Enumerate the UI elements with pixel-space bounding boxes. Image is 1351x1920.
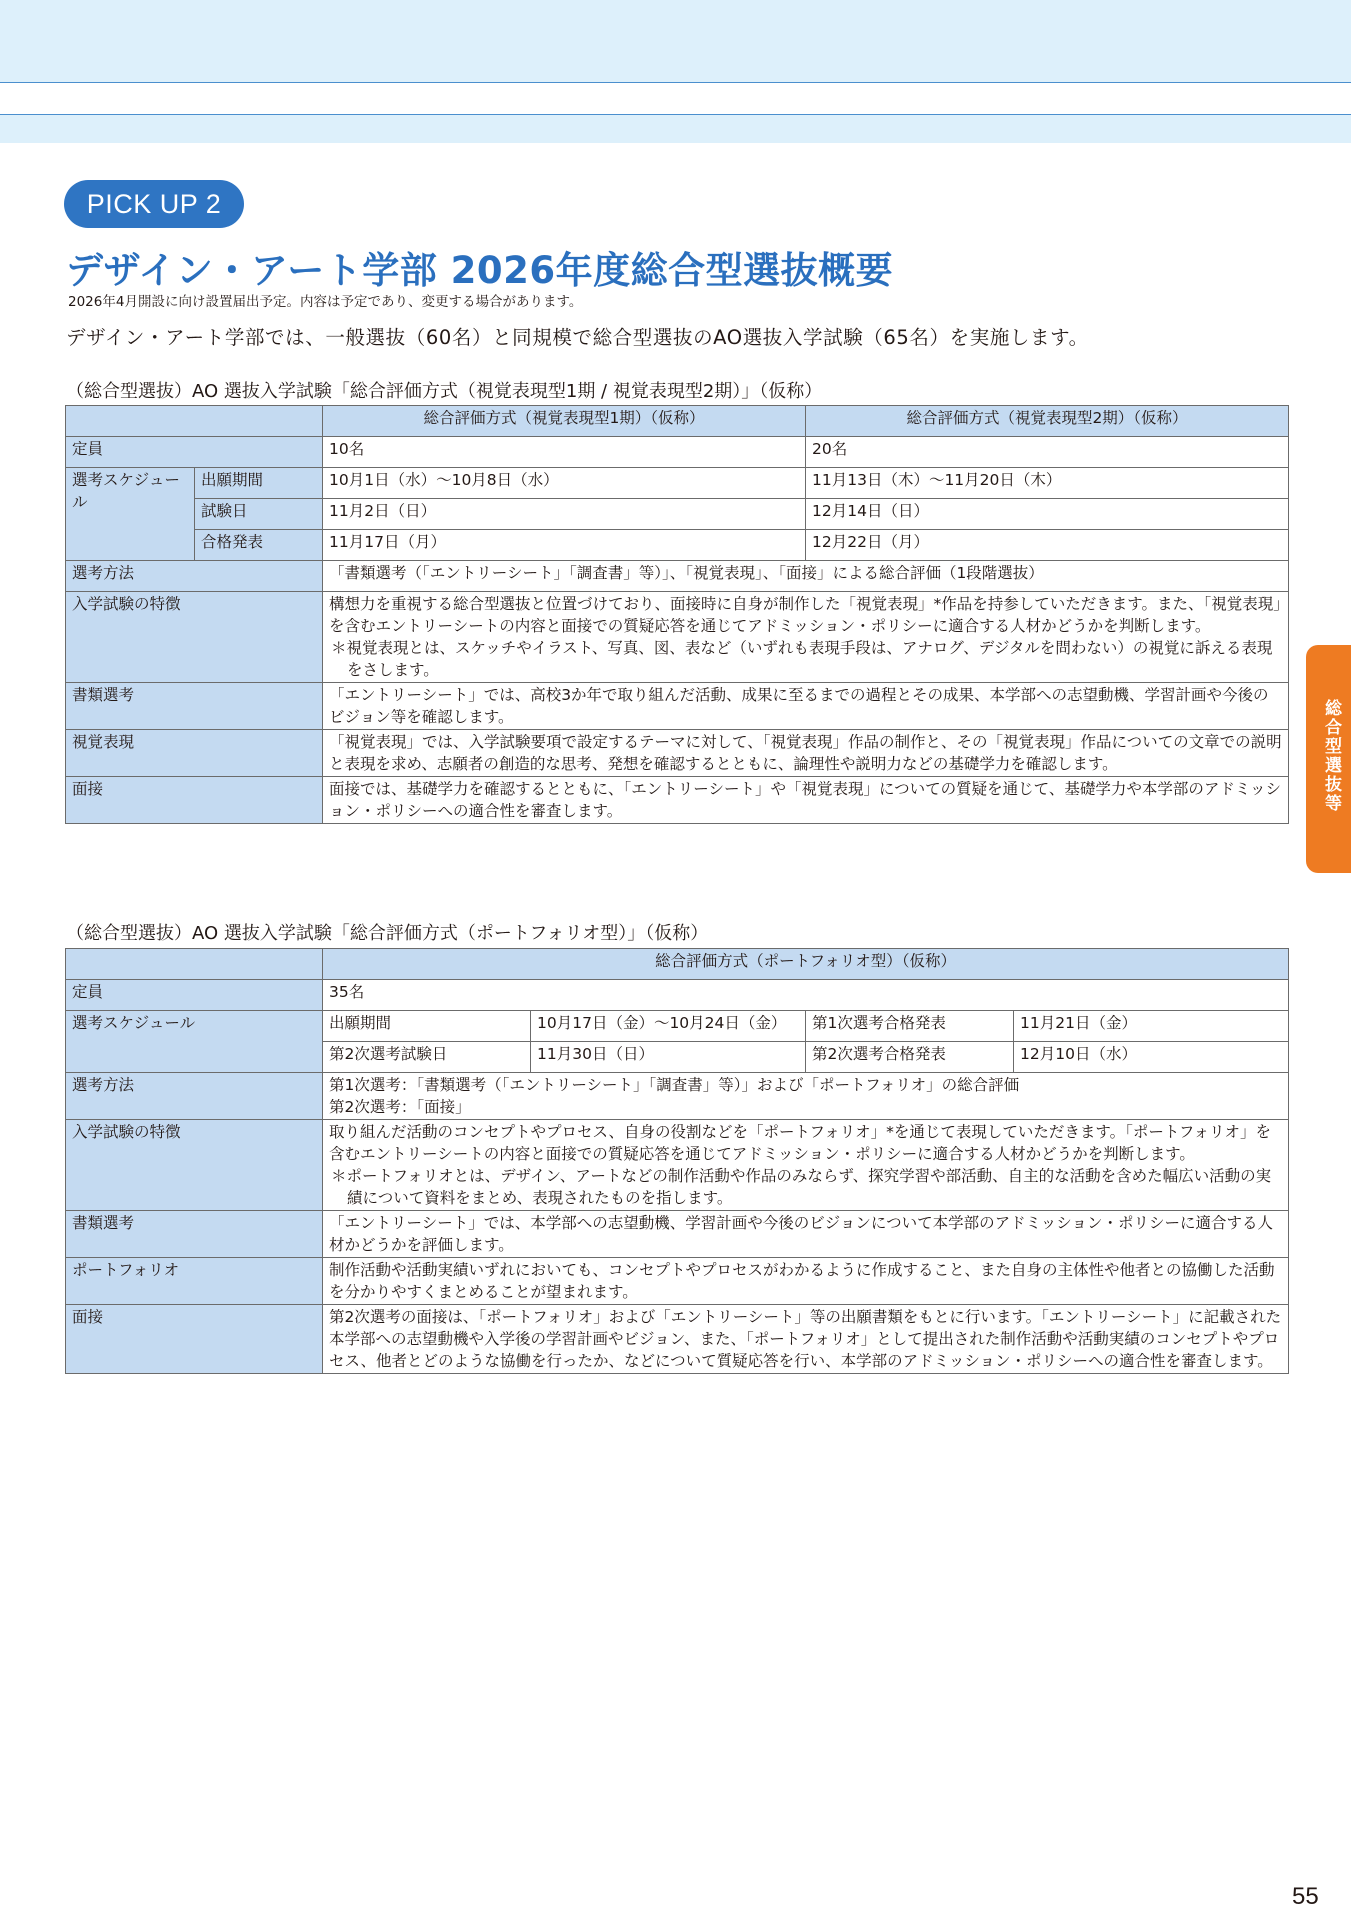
page-number: 55 xyxy=(1292,1883,1319,1910)
table-row xyxy=(66,949,1289,980)
method-second: 第2次選考：「面接」 xyxy=(329,1098,471,1116)
method-cell xyxy=(323,1073,1289,1120)
table-row xyxy=(66,406,1289,437)
row-label-schedule: 選考スケジュール xyxy=(66,1011,323,1073)
visual-expression-table xyxy=(65,405,1289,824)
row-label-interview: 面接 xyxy=(66,777,323,824)
col-header-term1: 総合評価方式（視覚表現型1期）（仮称） xyxy=(323,406,806,437)
sub-label-exam: 試験日 xyxy=(195,499,323,530)
capacity-term2: 20名 xyxy=(806,437,1289,468)
portfolio-text: 制作活動や活動実績いずれにおいても、コンセプトやプロセスがわかるように作成すること、また自身の主体性や他者との協働した活動を分かりやすくまとめることが望まれます。 xyxy=(323,1258,1289,1305)
title-note: 2026年4月開設に向け設置届出予定。内容は予定であり、変更する場合があります。 xyxy=(68,294,583,310)
table-row xyxy=(66,683,1289,730)
col-header-term2: 総合評価方式（視覚表現型2期）（仮称） xyxy=(806,406,1289,437)
method-first: 第1次選考：「書類選考（「エントリーシート」「調査書」等）」および「ポートフォリオ」の総合評価 xyxy=(329,1076,1020,1094)
table-row xyxy=(66,499,1289,530)
portfolio-table xyxy=(65,948,1289,1374)
table-row xyxy=(66,777,1289,824)
row-label-schedule: 選考スケジュール xyxy=(66,468,195,561)
row-label-visual: 視覚表現 xyxy=(66,730,323,777)
sub-label-apply: 出願期間 xyxy=(323,1011,531,1042)
feature-cell xyxy=(323,1120,1289,1211)
table-row xyxy=(66,468,1289,499)
second-exam-value: 11月30日（日） xyxy=(531,1042,806,1073)
sub-label-second-exam: 第2次選考試験日 xyxy=(323,1042,531,1073)
row-label-docs: 書類選考 xyxy=(66,683,323,730)
sub-label-second-result: 第2次選考合格発表 xyxy=(806,1042,1014,1073)
pick-up-badge: PICK UP 2 xyxy=(64,180,244,228)
sub-label-result: 合格発表 xyxy=(195,530,323,561)
apply-term1: 10月1日（水）〜10月8日（水） xyxy=(323,468,806,499)
header-blank-cell xyxy=(66,406,323,437)
row-label-interview: 面接 xyxy=(66,1305,323,1374)
sub-label-first-result: 第1次選考合格発表 xyxy=(806,1011,1014,1042)
capacity-value: 35名 xyxy=(323,980,1289,1011)
table-row xyxy=(66,561,1289,592)
side-index-tab xyxy=(1306,645,1351,873)
table-row xyxy=(66,1120,1289,1211)
row-label-portfolio: ポートフォリオ xyxy=(66,1258,323,1305)
interview-text: 第2次選考の面接は、「ポートフォリオ」および「エントリーシート」等の出願書類をもとに行います。「エントリーシート」に記載された本学部への志望動機や入学後の学習計画やビジョン、また、「ポートフォリオ」として提出された制作活動や活動実績のコンセプトやプロセス、他者とどのような協働を行ったか、などについて質疑応答を行い、本学部のアドミッション・ポリシーへの適合性を審査します。 xyxy=(323,1305,1289,1374)
row-label-capacity: 定員 xyxy=(66,437,323,468)
table-row xyxy=(66,1211,1289,1258)
exam-term1: 11月2日（日） xyxy=(323,499,806,530)
row-label-method: 選考方法 xyxy=(66,1073,323,1120)
table-row xyxy=(66,1305,1289,1374)
table-row xyxy=(66,730,1289,777)
feature-text: 取り組んだ活動のコンセプトやプロセス、自身の役割などを「ポートフォリオ」*を通じて表現していただきます。「ポートフォリオ」を含むエントリーシートの内容と面接での質疑応答を通じてアドミッション・ポリシーに適合する人材かどうかを判断します。 xyxy=(329,1123,1271,1163)
lead-text: デザイン・アート学部では、一般選抜（60名）と同規模で総合型選抜のAO選抜入学試験（65名）を実施します。 xyxy=(66,326,1089,349)
exam-term2: 12月14日（日） xyxy=(806,499,1289,530)
table2-caption: （総合型選抜）AO 選抜入学試験「総合評価方式（ポートフォリオ型）」（仮称） xyxy=(66,923,709,944)
row-label-capacity: 定員 xyxy=(66,980,323,1011)
row-label-method: 選考方法 xyxy=(66,561,323,592)
table-row xyxy=(66,980,1289,1011)
header-band xyxy=(0,0,1351,83)
feature-footnote: ＊視覚表現とは、スケッチやイラスト、写真、図、表など（いずれも表現手段は、アナログ、デジタルを問わない）の視覚に訴える表現をさします。 xyxy=(331,639,1273,679)
table-row xyxy=(66,530,1289,561)
header-sub-band xyxy=(0,114,1351,143)
result-term1: 11月17日（月） xyxy=(323,530,806,561)
feature-text: 構想力を重視する総合型選抜と位置づけており、面接時に自身が制作した「視覚表現」*作品を持参していただきます。また、「視覚表現」を含むエントリーシートの内容と面接での質疑応答を通じてアドミッション・ポリシーに適合する人材かどうかを判断します。 xyxy=(329,595,1282,635)
row-label-feature: 入学試験の特徴 xyxy=(66,1120,323,1211)
col-header-portfolio: 総合評価方式（ポートフォリオ型）（仮称） xyxy=(323,949,1289,980)
table-row xyxy=(66,1011,1289,1042)
docs-text: 「エントリーシート」では、高校3か年で取り組んだ活動、成果に至るまでの過程とその成果、本学部への志望動機、学習計画や今後のビジョン等を確認します。 xyxy=(323,683,1289,730)
first-result-value: 11月21日（金） xyxy=(1014,1011,1289,1042)
second-result-value: 12月10日（水） xyxy=(1014,1042,1289,1073)
table-row xyxy=(66,437,1289,468)
interview-text: 面接では、基礎学力を確認するとともに、「エントリーシート」や「視覚表現」についての質疑を通じて、基礎学力や本学部のアドミッション・ポリシーへの適合性を審査します。 xyxy=(323,777,1289,824)
page-title: デザイン・アート学部 2026年度総合型選抜概要 xyxy=(66,249,894,292)
docs-text: 「エントリーシート」では、本学部への志望動機、学習計画や今後のビジョンについて本学部のアドミッション・ポリシーに適合する人材かどうかを評価します。 xyxy=(323,1211,1289,1258)
feature-cell xyxy=(323,592,1289,683)
table-row xyxy=(66,592,1289,683)
visual-text: 「視覚表現」では、入学試験要項で設定するテーマに対して、「視覚表現」作品の制作と、その「視覚表現」作品についての文章での説明と表現を求め、志願者の創造的な思考、発想を確認するとともに、論理性や説明力などの基礎学力を確認します。 xyxy=(323,730,1289,777)
row-label-feature: 入学試験の特徴 xyxy=(66,592,323,683)
apply-term2: 11月13日（木）〜11月20日（木） xyxy=(806,468,1289,499)
method-text: 「書類選考（「エントリーシート」「調査書」等）」、「視覚表現」、「面接」による総合評価（1段階選抜） xyxy=(323,561,1289,592)
header-blank-cell xyxy=(66,949,323,980)
table-row xyxy=(66,1258,1289,1305)
feature-footnote: ＊ポートフォリオとは、デザイン、アートなどの制作活動や作品のみならず、探究学習や部活動、自主的な活動を含めた幅広い活動の実績について資料をまとめ、表現されたものを指します。 xyxy=(331,1167,1272,1207)
side-tab-label: 総合型選抜等 xyxy=(1321,699,1341,813)
sub-label-apply: 出願期間 xyxy=(195,468,323,499)
table1-caption: （総合型選抜）AO 選抜入学試験「総合評価方式（視覚表現型1期 / 視覚表現型2期）」（仮称） xyxy=(66,381,823,402)
table-row xyxy=(66,1073,1289,1120)
apply-value: 10月17日（金）〜10月24日（金） xyxy=(531,1011,806,1042)
result-term2: 12月22日（月） xyxy=(806,530,1289,561)
row-label-docs: 書類選考 xyxy=(66,1211,323,1258)
capacity-term1: 10名 xyxy=(323,437,806,468)
